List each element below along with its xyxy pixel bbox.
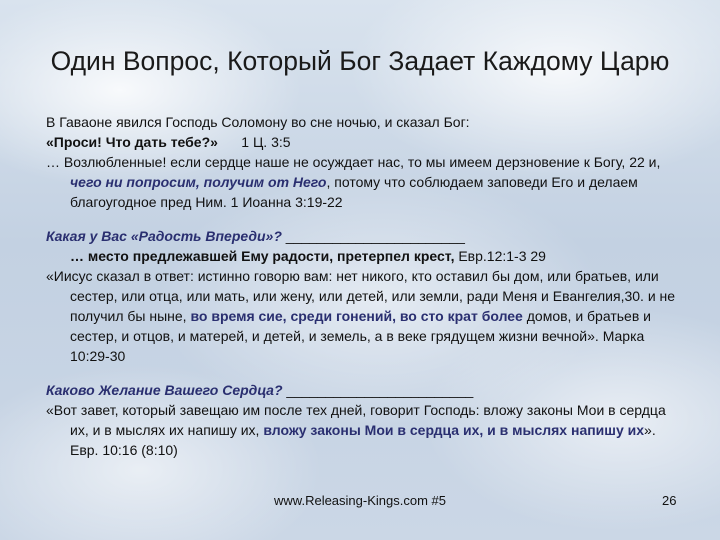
verse-mark-emphasis: во время сие, среди гонений, во сто крат более xyxy=(190,308,523,324)
question-joy-blank: _______________________ xyxy=(285,228,465,244)
verse-quote-line xyxy=(46,132,678,152)
verse-john xyxy=(46,152,678,212)
verse-hebrews-12-text: … место предлежавшей Ему радости, претерпел крест, xyxy=(70,248,455,264)
question-desire-text: Каково Желание Вашего Сердца? xyxy=(46,382,283,398)
verse-john-text-end: , потому что соблюдаем заповеди Его и делаем благоугодное пред Ним. 1 Иоанна 3:19-22 xyxy=(70,174,638,210)
verse-hebrews-12 xyxy=(46,246,678,266)
verse-hebrews-10-text: «Вот завет, который завещаю им после тех дней, говорит Господь: вложу законы Мои в сердца их, и в мыслях их напишу их, xyxy=(46,402,666,438)
slide-content xyxy=(46,112,678,460)
verse-john-text: … Возлюбленные! если сердце наше не осуждает нас, то мы имеем дерзновение к Богу, 22 и, xyxy=(46,154,661,170)
verse-hebrews-10-text-end: ». Евр. 10:16 (8:10) xyxy=(70,422,656,458)
question-desire-blank: ________________________ xyxy=(286,382,474,398)
verse-mark-text: «Иисус сказал в ответ: истинно говорю вам: нет никого, кто оставил бы дом, или братьев, или сестер, или отца, или мать, или жену, или детей, или земли, ради Меня и Евангелия,30. и не получил бы ныне, xyxy=(46,268,676,324)
slide-title: Один Вопрос, Который Бог Задает Каждому Царю xyxy=(50,46,670,76)
verse-mark-text-end: домов, и братьев и сестер, и отцов, и матерей, и детей, и земель, а в веке грядущем жизни вечной». Марка 10:29-30 xyxy=(70,308,651,364)
question-joy-text: Какая у Вас «Радость Впереди»? xyxy=(46,228,282,244)
question-joy xyxy=(46,226,678,246)
verse-hebrews-12-ref: Евр.12:1-3 29 xyxy=(454,248,546,264)
verse-intro: В Гаваоне явился Господь Соломону во сне ночью, и сказал Бог: xyxy=(46,114,470,130)
verse-reference: 1 Ц. 3:5 xyxy=(241,134,291,150)
verse-hebrews-10 xyxy=(46,400,678,460)
page-number: 26 xyxy=(662,493,677,508)
question-desire xyxy=(46,380,678,400)
verse-hebrews-10-emphasis: вложу законы Мои в сердца их, и в мыслях напишу их xyxy=(263,422,645,438)
verse-mark xyxy=(46,266,678,366)
verse-quote: «Проси! Что дать тебе?» xyxy=(46,134,218,150)
footer-website: www.Releasing-Kings.com #5 xyxy=(274,493,446,508)
verse-john-emphasis: чего ни попросим, получим от Него xyxy=(70,174,327,190)
